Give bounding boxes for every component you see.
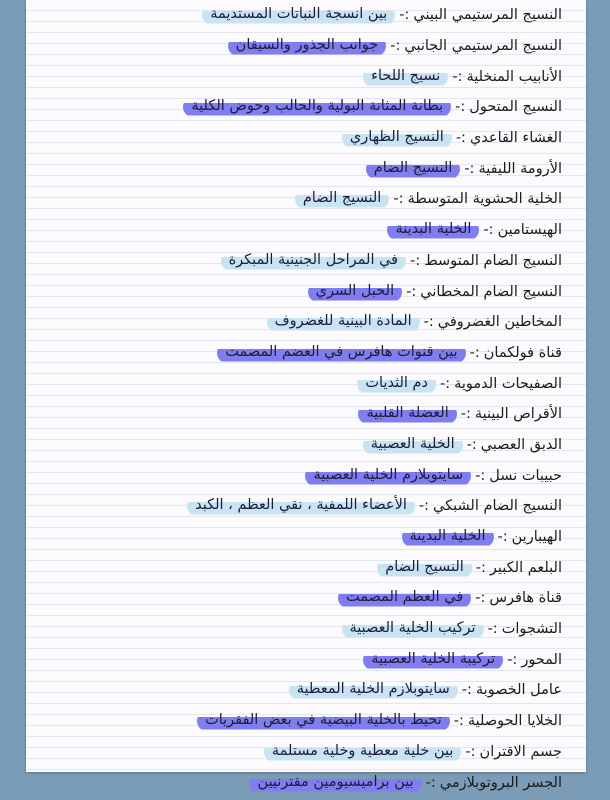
term-text: قناة فولكمان xyxy=(483,344,562,361)
separator: :- xyxy=(439,375,451,392)
note-row xyxy=(26,767,586,798)
definition-highlight: العضلة القلبية xyxy=(358,404,456,424)
definition-highlight: الخلية البدينة xyxy=(387,220,479,240)
definition-highlight: في المراحل الجنينية المبكرة xyxy=(221,251,407,271)
separator: :- xyxy=(410,252,421,269)
separator: :- xyxy=(465,743,476,760)
note-row xyxy=(26,614,586,645)
term-text: الغشاء القاعدي xyxy=(469,130,562,147)
separator: :- xyxy=(455,99,466,116)
separator: :- xyxy=(390,38,401,55)
separator: :- xyxy=(497,529,508,546)
term-text: المحور xyxy=(521,651,562,668)
definition-highlight: نسيج اللحاء xyxy=(363,67,448,87)
definition-highlight: الحبل السري xyxy=(308,282,403,302)
separator: :- xyxy=(406,283,417,300)
term-text: المخاطين الغضروفي xyxy=(437,314,562,331)
definition-highlight: تحيط بالخلية البيضية في بعض الفقريات xyxy=(197,711,450,731)
separator: :- xyxy=(469,344,480,361)
definition-highlight: سايتوبلازم الخلية المعطية xyxy=(289,680,458,700)
term-text: جسم الاقتران xyxy=(479,743,562,760)
note-row xyxy=(26,307,586,338)
note-row xyxy=(26,276,586,307)
separator: :- xyxy=(487,621,498,638)
separator: :- xyxy=(455,130,466,147)
note-row xyxy=(26,184,586,215)
term-text: النسيج المرستيمي البيني xyxy=(413,7,562,24)
term-text: البلعم الكبير xyxy=(489,559,562,576)
separator: :- xyxy=(452,68,463,85)
separator: :- xyxy=(464,160,475,177)
separator: :- xyxy=(423,314,434,331)
notebook-page xyxy=(26,0,586,791)
term-text: النسيج المرستيمي الجانبي xyxy=(404,38,562,55)
separator: :- xyxy=(475,559,486,576)
definition-highlight: بين براميسيومين مقترنيين xyxy=(249,773,421,793)
term-text: حبيبات نسل xyxy=(489,467,562,484)
note-row xyxy=(26,215,586,246)
note-row xyxy=(26,0,586,31)
definition-highlight: بين قنوات هافرس في العضم المصمت xyxy=(217,343,465,363)
definition-highlight: تركيبة الخلية العصبية xyxy=(363,650,503,670)
term-text: النسيج الضام المخطاني xyxy=(420,283,562,300)
term-text: الدبق العصبي xyxy=(480,436,562,453)
term-text: التشجوات xyxy=(501,621,562,638)
separator: :- xyxy=(393,191,404,208)
definition-highlight: النسيج الضام xyxy=(295,189,390,209)
note-row xyxy=(26,338,586,369)
note-row xyxy=(26,368,586,399)
definition-highlight: بين خلية معطية وخلية مستلمة xyxy=(264,742,462,762)
note-row xyxy=(26,583,586,614)
separator: :- xyxy=(475,590,486,607)
separator: :- xyxy=(475,467,486,484)
definition-highlight: النسيج الضام xyxy=(366,159,461,179)
separator: :- xyxy=(507,651,518,668)
definition-highlight: بطانة المثانة البولية والحالب وحوض الكلية xyxy=(183,97,451,117)
note-row xyxy=(26,737,586,768)
separator: :- xyxy=(483,222,494,239)
definition-highlight: جوانب الجذور والسيقان xyxy=(228,36,387,56)
separator: :- xyxy=(399,7,410,24)
definition-highlight: الأعضاء اللمفية ، نقي العظم ، الكبد xyxy=(187,496,415,516)
definition-highlight: في العظم المصمت xyxy=(338,588,471,608)
separator: :- xyxy=(460,406,471,423)
definition-highlight: بين انسجة النباتات المستديمة xyxy=(202,5,395,25)
term-text: الخلية الحشوية المتوسطة xyxy=(407,191,562,208)
note-row xyxy=(26,460,586,491)
note-row xyxy=(26,675,586,706)
term-text: النسيج الضام الشبكي xyxy=(433,498,562,515)
note-row xyxy=(26,430,586,461)
term-text: الجسر البروتوبلازمي xyxy=(439,774,562,791)
separator: :- xyxy=(453,713,464,730)
definition-highlight: سايتوبلازم الخلية العصبية xyxy=(305,466,471,486)
definition-highlight: الخلية العصبية xyxy=(363,435,463,455)
note-row xyxy=(26,246,586,277)
definition-highlight: المادة البينية للغضروف xyxy=(267,312,420,332)
note-row xyxy=(26,706,586,737)
term-definition-list xyxy=(26,0,586,798)
term-text: الصفيحات الدموية xyxy=(454,375,562,392)
separator: :- xyxy=(461,682,472,699)
note-row xyxy=(26,31,586,62)
separator: :- xyxy=(466,436,477,453)
term-text: قناة هافرس xyxy=(489,590,562,607)
separator: :- xyxy=(418,498,430,515)
note-row xyxy=(26,123,586,154)
term-text: النسيج الضام المتوسط xyxy=(424,252,562,269)
term-text: النسيج المتحول xyxy=(469,99,562,116)
term-text: الهيبارين xyxy=(511,529,562,546)
definition-highlight: النسيج الضام xyxy=(377,558,472,578)
term-text: الأنابيب المنخلية xyxy=(466,68,562,85)
definition-highlight: تركيب الخلية العصبية xyxy=(342,619,484,639)
note-row xyxy=(26,61,586,92)
note-row xyxy=(26,491,586,522)
definition-highlight: دم الثديات xyxy=(357,374,436,394)
term-text: عامل الخصوبة xyxy=(475,682,562,699)
note-row xyxy=(26,92,586,123)
separator: :- xyxy=(425,774,436,791)
note-row xyxy=(26,153,586,184)
definition-highlight: النسيج الظهاري xyxy=(342,128,452,148)
term-text: الأرومة الليفية xyxy=(478,160,562,177)
term-text: الأقراص البينية xyxy=(474,406,562,423)
definition-highlight: الخلية البدينة xyxy=(402,527,494,547)
term-text: الخلايا الحوصلية xyxy=(467,713,562,730)
note-row xyxy=(26,399,586,430)
note-row xyxy=(26,552,586,583)
note-row xyxy=(26,644,586,675)
note-row xyxy=(26,522,586,553)
term-text: الهيستامين xyxy=(497,222,562,239)
